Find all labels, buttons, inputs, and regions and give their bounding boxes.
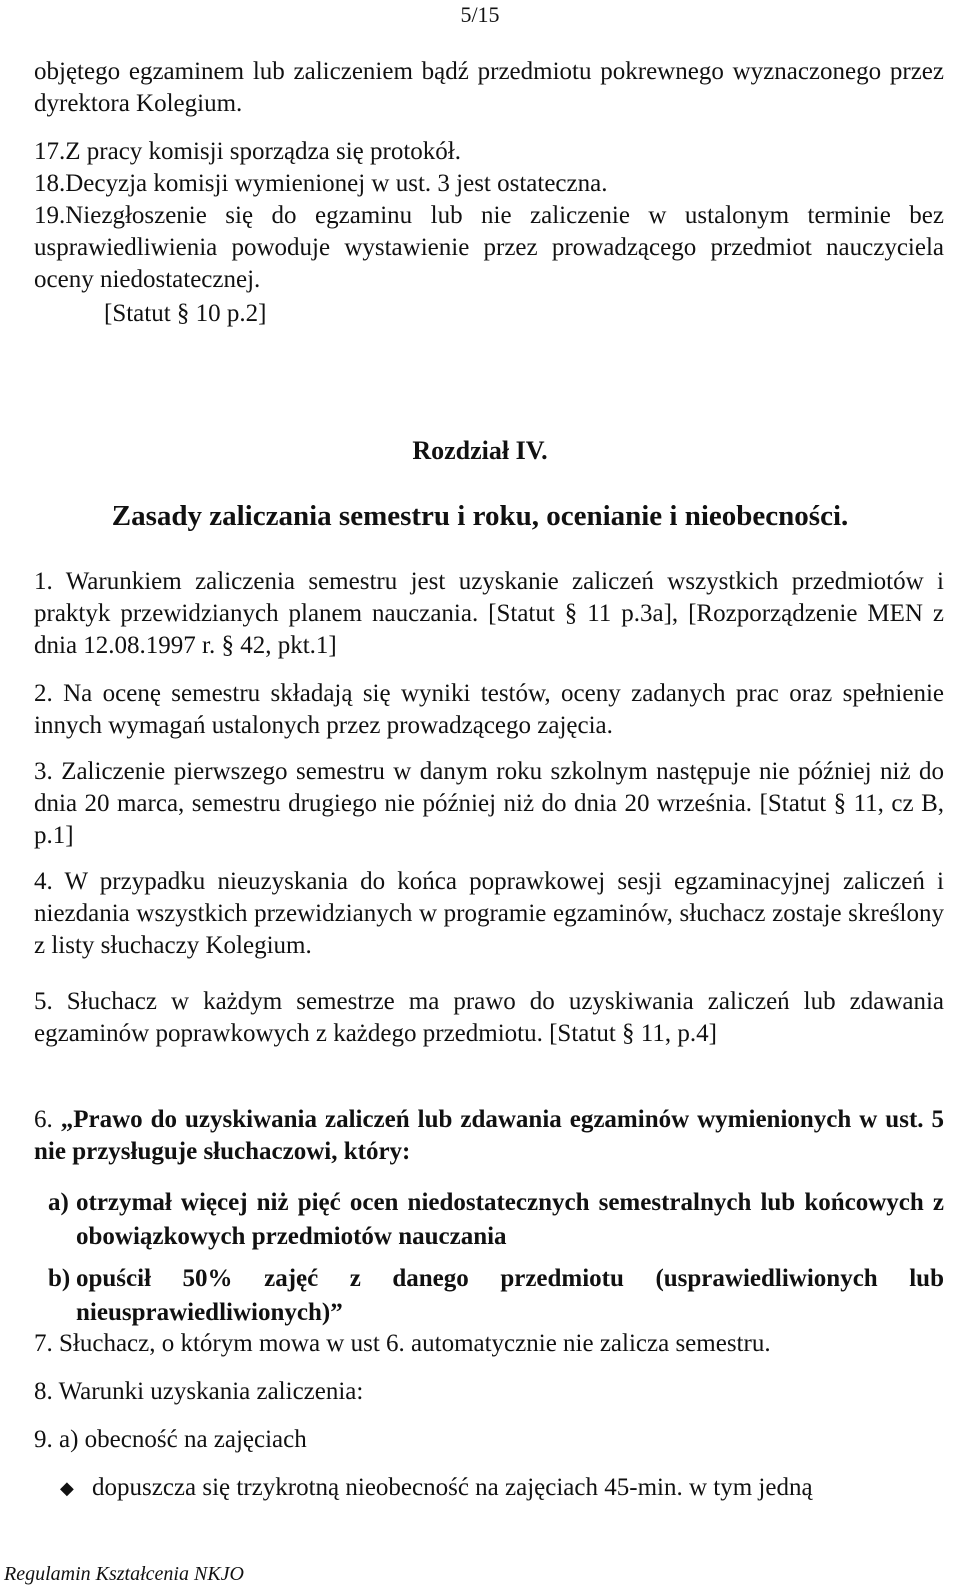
item-number: 9.	[34, 1426, 53, 1453]
item-text: Warunki uzyskania zaliczenia:	[58, 1378, 364, 1405]
item-number: 8.	[34, 1378, 53, 1405]
item-text: Warunkiem zaliczenia semestru jest uzyskanie zaliczeń wszystkich przedmiotów i praktyk przewidzianych planem nauczania. [Statut § 11 p.3a], [Rozporządzenie MEN z dnia 12.08.1997 r. § 42, pkt.1]	[34, 568, 944, 659]
item-3	[34, 756, 944, 852]
top-paragraph: objętego egzaminem lub zaliczeniem bądź przedmiotu pokrewnego wyznaczonego przez dyrektora Kolegium.	[34, 58, 944, 117]
subitem-label: a)	[48, 1189, 69, 1216]
subitem-label: b)	[48, 1265, 71, 1292]
item-text: a) obecność na zajęciach	[59, 1426, 307, 1453]
item-number: 6.	[34, 1106, 53, 1133]
item-text: Zaliczenie pierwszego semestru w danym roku szkolnym następuje nie później niż do dnia 20 marca, semestru drugiego nie później niż do dnia 20 września. [Statut § 11, cz B, p.1]	[34, 758, 945, 849]
bullet-text: dopuszcza się trzykrotną nieobecność na zajęciach 45-min. w tym jedną	[92, 1474, 813, 1501]
item-number: 3.	[34, 758, 53, 785]
item-number: 19.	[34, 202, 66, 229]
item-text: „Prawo do uzyskiwania zaliczeń lub zdawania egzaminów wymienionych w ust. 5 nie przysługuje słuchaczowi, który:	[34, 1106, 944, 1165]
chapter-title: Rozdział IV.	[412, 436, 548, 465]
item-6	[34, 1104, 944, 1168]
item-number: 18.	[34, 170, 66, 197]
statut-reference: [Statut § 10 p.2]	[104, 300, 267, 327]
item-7	[34, 1328, 944, 1360]
item-5	[34, 986, 944, 1050]
item-17	[34, 136, 944, 168]
item-text: Decyzja komisji wymienionej w ust. 3 jest ostateczna.	[65, 170, 608, 197]
item-text: Na ocenę semestru składają się wyniki testów, oceny zadanych prac oraz spełnienie innych wymagań ustalonych przez prowadzącego zajęcia.	[34, 680, 945, 739]
item-text: Słuchacz, o którym mowa w ust 6. automatycznie nie zalicza semestru.	[59, 1330, 771, 1357]
item-number: 1.	[34, 568, 53, 595]
subitem-b	[48, 1262, 944, 1330]
item-text: Niezgłoszenie się do egzaminu lub nie zaliczenie w ustalonym terminie bez usprawiedliwienia powoduje wystawienie przez prowadzącego przedmiot nauczyciela oceny niedostatecznej.	[34, 202, 944, 293]
subitem-text: otrzymał więcej niż pięć ocen niedostatecznych semestralnych lub końcowych z obowiązkowych przedmiotów nauczania	[76, 1189, 944, 1250]
item-number: 17.	[34, 138, 66, 165]
footer-text: Regulamin Kształcenia NKJO	[4, 1563, 244, 1585]
item-number: 7.	[34, 1330, 53, 1357]
diamond-bullet-icon: ◆	[60, 1478, 74, 1498]
item-text: Słuchacz w każdym semestrze ma prawo do uzyskiwania zaliczeń lub zdawania egzaminów poprawkowych z każdego przedmiotu. [Statut § 11, p.4]	[34, 988, 945, 1047]
chapter-subtitle: Zasady zaliczania semestru i roku, ocenianie i nieobecności.	[111, 500, 849, 532]
item-2	[34, 678, 944, 742]
item-number: 2.	[34, 680, 53, 707]
item-8	[34, 1376, 944, 1408]
item-text: Z pracy komisji sporządza się protokół.	[65, 138, 461, 165]
item-number: 5.	[34, 988, 53, 1015]
item-19	[34, 200, 944, 296]
item-1	[34, 566, 944, 662]
item-number: 4.	[34, 868, 53, 895]
subitem-a	[48, 1186, 944, 1254]
item-4	[34, 866, 944, 962]
item-text: W przypadku nieuzyskania do końca poprawkowej sesji egzaminacyjnej zaliczeń i niezdania wszystkich przewidzianych w programie egzaminów, słuchacz zostaje skreślony z listy słuchaczy Kolegium.	[34, 868, 944, 959]
item-18	[34, 168, 944, 200]
subitem-text: opuścił 50% zajęć z danego przedmiotu (usprawiedliwionych lub nieusprawiedliwionych)”	[76, 1265, 944, 1326]
bullet-line	[0, 1472, 960, 1506]
item-9	[34, 1424, 944, 1456]
page-number: 5/15	[460, 2, 500, 27]
